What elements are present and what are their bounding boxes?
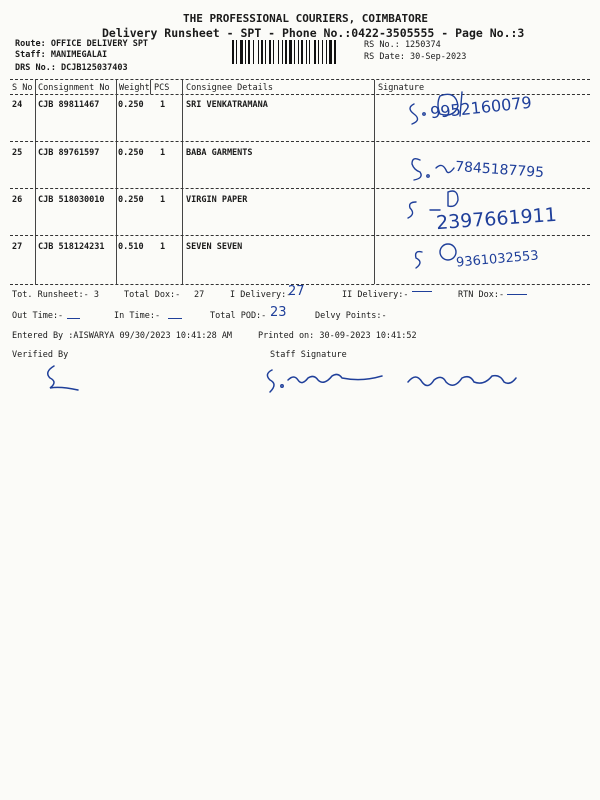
col-sno: S No: [12, 83, 33, 93]
runsheet-title: Delivery Runsheet - SPT - Phone No.:0422-3505555 - Page No.:3: [102, 26, 525, 40]
i-delivery-value: 27: [288, 284, 305, 299]
route-label: Route: OFFICE DELIVERY SPT: [15, 39, 149, 49]
row-consignee: SRI VENKATRAMANA: [186, 100, 268, 110]
ii-delivery-dash: [412, 291, 432, 292]
barcode: [232, 40, 355, 64]
row-consignment: CJB 518124231: [38, 242, 105, 252]
row-sno: 24: [12, 100, 23, 110]
in-time-dash: [168, 318, 182, 319]
col-divider: [374, 80, 375, 284]
col-weight: Weight: [119, 83, 150, 93]
rs-date: RS Date: 30-Sep-2023: [364, 52, 467, 62]
ii-delivery-label: II Delivery:-: [342, 290, 409, 300]
row-consignee: SEVEN SEVEN: [186, 242, 243, 252]
row-consignment: CJB 518030010: [38, 195, 105, 205]
total-dox-value: 27: [194, 290, 205, 300]
col-divider: [150, 80, 151, 94]
staff-signature-label: Staff Signature: [270, 350, 347, 360]
signature-phone: 7845187795: [454, 158, 545, 182]
total-dox-label: Total Dox:-: [124, 290, 181, 300]
col-signature: Signature: [378, 83, 425, 93]
drs-number: DRS No.: DCJB125037403: [15, 63, 128, 73]
row-sno: 26: [12, 195, 23, 205]
row-pcs: 1: [160, 195, 166, 205]
signature-phone: 9361032553: [455, 248, 540, 271]
row-sno: 27: [12, 242, 23, 252]
table-top-rule: [10, 79, 590, 80]
total-pod-label: Total POD:-: [210, 311, 267, 321]
row-consignment: CJB 89761597: [38, 148, 100, 158]
company-name: THE PROFESSIONAL COURIERS, COIMBATORE: [183, 12, 429, 25]
rs-number: RS No.: 1250374: [364, 40, 441, 50]
row-pcs: 1: [160, 148, 166, 158]
in-time-label: In Time:-: [114, 311, 161, 321]
row-weight: 0.250: [118, 148, 144, 158]
row-pcs: 1: [160, 100, 166, 110]
row-consignment: CJB 89811467: [38, 100, 100, 110]
tot-runsheet: Tot. Runsheet:- 3: [12, 290, 99, 300]
delvy-points-label: Delvy Points:-: [315, 311, 387, 321]
row-weight: 0.510: [118, 242, 144, 252]
row-consignee: BABA GARMENTS: [186, 148, 253, 158]
entered-by: Entered By :AISWARYA 09/30/2023 10:41:28 AM: [12, 331, 233, 341]
col-pcs: PCS: [154, 83, 170, 93]
signature-phone: 9952160079: [429, 92, 533, 123]
row-sno: 25: [12, 148, 23, 158]
row-pcs: 1: [160, 242, 166, 252]
total-pod-value: 23: [270, 305, 287, 320]
col-consignee: Consignee Details: [186, 83, 273, 93]
out-time-dash: [67, 318, 80, 319]
row-weight: 0.250: [118, 195, 144, 205]
out-time-label: Out Time:-: [12, 311, 64, 321]
i-delivery-label: I Delivery:-: [230, 290, 292, 300]
row-consignee: VIRGIN PAPER: [186, 195, 248, 205]
printed-on: Printed on: 30-09-2023 10:41:52: [258, 331, 417, 341]
row-weight: 0.250: [118, 100, 144, 110]
col-divider: [116, 80, 117, 284]
staff-signature: [262, 360, 562, 396]
rtn-dox-dash: [507, 294, 527, 295]
col-divider: [182, 80, 183, 284]
verified-by-label: Verified By: [12, 350, 69, 360]
col-divider: [35, 80, 36, 284]
signature-phone: 2397661911: [435, 203, 558, 235]
verified-signature: [40, 362, 90, 396]
rtn-dox-label: RTN Dox:-: [458, 290, 505, 300]
staff-label: Staff: MANIMEGALAI: [15, 50, 108, 60]
col-consignment: Consignment No: [38, 83, 110, 93]
